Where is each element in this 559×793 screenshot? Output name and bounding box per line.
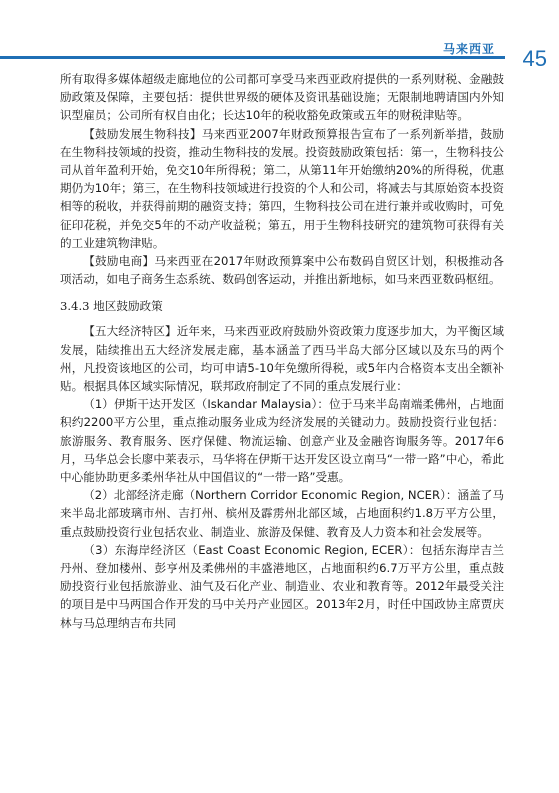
paragraph-lead: （1）伊斯干达开发区（Iskandar Malaysia）：	[83, 397, 330, 412]
paragraph-lead: （3）东海岸经济区（East Coast Economic Region, ECER）：	[83, 542, 421, 557]
paragraph-five-zones	[60, 322, 504, 395]
page-body	[60, 70, 504, 632]
paragraph-media-corridor: 所有取得多媒体超级走廊地位的公司都可享受马来西亚政府提供的一系列财税、金融鼓励政策及保障，主要包括：提供世界级的硬体及资讯基础设施；无限制地聘请国内外知识型雇员；公司所有权自由化；长达10年的税收豁免政策或五年的财税津贴等。	[60, 72, 504, 123]
paragraph-text: 马来西亚2007年财政预算报告宣布了一系列新举措，鼓励在生物科技领域的投资，推动生物科技的发展。投资鼓励政策包括：第一，生物科技公司从首年盈利开始，免交10年所得税；第二，从第11年开始缴纳20%的所得税，优惠期仍为10年；第三，在生物科技领域进行投资的个人和公司，将减去与其原始资本投资相等的税收，并获得前期的融资支持；第四，生物科技公司在进行兼并或收购时，可免征印花税，并免交5年的不动产收益税；第五，用于生物科技研究的建筑物可获得有关的工业建筑物津贴。	[60, 126, 504, 250]
paragraph-text: 涵盖了马来半岛北部玻璃市州、吉打州、槟州及霹雳州北部区域，占地面积约1.8万平方公里，重点鼓励投资行业包括农业、制造业、旅游及保健、教育及人力资本和社会发展等。	[60, 488, 504, 539]
paragraph-iskandar	[60, 395, 504, 486]
paragraph-tag: 【鼓励发展生物科技】	[83, 126, 202, 141]
section-heading: 3.4.3 地区鼓励政策	[60, 299, 163, 314]
paragraph-text: 马来西亚在2017年财政预算案中公布数码自贸区计划，积极推动各项活动，如电子商务生态系统、数码创客运动，并推出新地标，如马来西亚数码枢纽。	[60, 254, 504, 287]
paragraph-text: 包括东海岸吉兰丹州、登加楼州、彭亨州及柔佛州的丰盛港地区，占地面积约6.7万平方公里，重点鼓励投资行业包括旅游业、油气及石化产业、制造业、农业和教育等。2012年最受关注的项目是中马两国合作开发的马中关丹产业园区。2013年2月，时任中国政协主席贾庆林与马总理纳吉布共同	[60, 542, 504, 630]
page-number: 45	[522, 46, 547, 71]
paragraph-tag: 【鼓励电商】	[83, 254, 155, 269]
paragraph-text: 位于马来半岛南端柔佛州，占地面积约2200平方公里，重点推动服务业成为经济发展的关键动力。鼓励投资行业包括：旅游服务、教育服务、医疗保健、物流运输、创意产业及金融咨询服务等。2017年6月，马华总会长廖中莱表示，马华将在伊斯干达开发区设立南马“一带一路”中心，希此中心能协助更多柔州华社从中国倡议的“一带一路”受惠。	[60, 397, 504, 485]
paragraph-ecommerce	[60, 252, 504, 288]
running-header-section: 马来西亚	[442, 42, 495, 56]
paragraph-ncer	[60, 486, 504, 541]
paragraph-biotech	[60, 125, 504, 252]
paragraph-lead: （2）北部经济走廊（Northern Corridor Economic Region, NCER）：	[83, 488, 458, 503]
header-rule	[0, 56, 505, 59]
paragraph-ecer	[60, 541, 504, 632]
paragraph-text: 近年来，马来西亚政府鼓励外资政策力度逐步加大，为平衡区域发展，陆续推出五大经济发展走廊，基本涵盖了西马半岛大部分区域以及东马的两个州，凡投资该地区的公司，均可申请5-10年免缴所得税，或5年内合格资本支出全额补贴。根据具体区域实际情况，联邦政府制定了不同的重点发展行业：	[60, 324, 504, 394]
paragraph-tag: 【五大经济特区】	[83, 324, 177, 339]
